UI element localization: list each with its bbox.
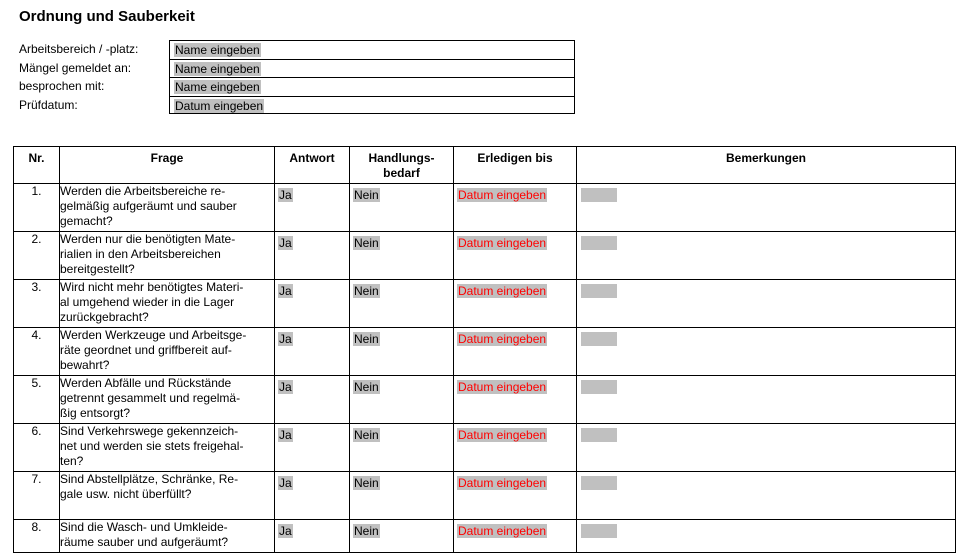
- question-cell: [60, 520, 275, 553]
- row-number: 6.: [14, 424, 60, 472]
- remarks-cell: [577, 184, 956, 232]
- action-needed-cell: [350, 328, 454, 376]
- row-number: 8.: [14, 520, 60, 553]
- header-nr: Nr.: [14, 147, 60, 184]
- question-line: getrennt gesammelt und regelmä-: [60, 391, 241, 405]
- action-needed-dropdown[interactable]: Nein: [354, 332, 379, 346]
- question-cell: [60, 280, 275, 328]
- answer-cell: [275, 280, 350, 328]
- question-line: al umgehend wieder in die Lager: [60, 295, 235, 309]
- answer-dropdown[interactable]: Ja: [279, 284, 292, 298]
- answer-dropdown[interactable]: Ja: [279, 188, 292, 202]
- question-line: räume sauber und aufgeräumt?: [60, 535, 229, 549]
- remarks-cell: [577, 280, 956, 328]
- answer-dropdown[interactable]: Ja: [279, 524, 292, 538]
- info-label: Mängel gemeldet an:: [19, 60, 132, 75]
- question-line: Sind Verkehrswege gekennzeich-: [60, 424, 239, 438]
- remarks-cell: [577, 328, 956, 376]
- action-needed-cell: [350, 280, 454, 328]
- question-line: net und werden sie stets freigehal-: [60, 439, 244, 453]
- due-date-cell: [454, 520, 577, 553]
- due-date-field[interactable]: Datum eingeben: [458, 332, 547, 346]
- table-row: [14, 328, 956, 376]
- due-date-field[interactable]: Datum eingeben: [458, 236, 547, 250]
- due-date-cell: [454, 184, 577, 232]
- header-frage: Frage: [60, 147, 275, 184]
- header-bemerkungen: Bemerkungen: [577, 147, 956, 184]
- remarks-cell: [577, 232, 956, 280]
- question-cell: [60, 232, 275, 280]
- table-row: [14, 472, 956, 520]
- question-line: Sind Abstellplätze, Schränke, Re-: [60, 472, 239, 486]
- table-row: [14, 520, 956, 553]
- pruefdatum-field[interactable]: Datum eingeben: [175, 98, 264, 113]
- row-number: 5.: [14, 376, 60, 424]
- due-date-cell: [454, 376, 577, 424]
- question-line: Werden die Arbeitsbereiche re-: [60, 184, 226, 198]
- info-field-box[interactable]: [169, 77, 575, 96]
- question-cell: [60, 184, 275, 232]
- remarks-field[interactable]: [581, 332, 617, 346]
- due-date-cell: [454, 232, 577, 280]
- checklist-table: [13, 146, 956, 553]
- remarks-cell: [577, 520, 956, 553]
- remarks-field[interactable]: [581, 428, 617, 442]
- question-line: bewahrt?: [60, 358, 110, 372]
- due-date-field[interactable]: Datum eingeben: [458, 284, 547, 298]
- page-title: Ordnung und Sauberkeit: [19, 8, 195, 25]
- question-cell: [60, 328, 275, 376]
- info-label: besprochen mit:: [19, 79, 105, 93]
- action-needed-dropdown[interactable]: Nein: [354, 380, 379, 394]
- table-row: [14, 280, 956, 328]
- answer-dropdown[interactable]: Ja: [279, 476, 292, 490]
- header-handlungsbedarf-line1: Handlungs-: [368, 151, 435, 165]
- question-line: Werden Werkzeuge und Arbeitsge-: [60, 328, 247, 342]
- table-row: [14, 184, 956, 232]
- action-needed-dropdown[interactable]: Nein: [354, 188, 379, 202]
- info-field-box[interactable]: [169, 59, 575, 78]
- action-needed-cell: [350, 424, 454, 472]
- question-line: Werden Abfälle und Rückstände: [60, 376, 232, 390]
- answer-cell: [275, 328, 350, 376]
- header-handlungsbedarf-line2: bedarf: [383, 166, 420, 180]
- arbeitsbereich-field[interactable]: Name eingeben: [175, 43, 260, 57]
- question-line: Wird nicht mehr benötigtes Materi-: [60, 280, 244, 294]
- action-needed-cell: [350, 472, 454, 520]
- question-cell: [60, 424, 275, 472]
- question-line: Sind die Wasch- und Umkleide-: [60, 520, 228, 534]
- due-date-cell: [454, 328, 577, 376]
- question-line: zurückgebracht?: [60, 310, 149, 324]
- action-needed-dropdown[interactable]: Nein: [354, 428, 379, 442]
- row-number: 4.: [14, 328, 60, 376]
- question-cell: [60, 472, 275, 520]
- action-needed-dropdown[interactable]: Nein: [354, 284, 379, 298]
- row-number: 3.: [14, 280, 60, 328]
- question-line: bereitgestellt?: [60, 262, 135, 276]
- answer-cell: [275, 376, 350, 424]
- remarks-cell: [577, 424, 956, 472]
- remarks-field[interactable]: [581, 236, 617, 250]
- remarks-field[interactable]: [581, 188, 617, 202]
- row-number: 2.: [14, 232, 60, 280]
- remarks-cell: [577, 472, 956, 520]
- due-date-field[interactable]: Datum eingeben: [458, 428, 547, 442]
- due-date-cell: [454, 280, 577, 328]
- due-date-cell: [454, 424, 577, 472]
- action-needed-cell: [350, 184, 454, 232]
- answer-cell: [275, 472, 350, 520]
- info-field-box[interactable]: [169, 96, 575, 115]
- remarks-field[interactable]: [581, 476, 617, 490]
- answer-cell: [275, 184, 350, 232]
- action-needed-dropdown[interactable]: Nein: [354, 236, 379, 250]
- table-header-row: [14, 147, 956, 184]
- question-line: gale usw. nicht überfüllt?: [60, 487, 192, 501]
- remarks-cell: [577, 376, 956, 424]
- answer-dropdown[interactable]: Ja: [279, 380, 292, 394]
- answer-cell: [275, 424, 350, 472]
- due-date-field[interactable]: Datum eingeben: [458, 476, 547, 490]
- info-label: Prüfdatum:: [19, 97, 78, 112]
- maengel-gemeldet-field[interactable]: Name eingeben: [175, 61, 260, 76]
- header-handlungsbedarf: [350, 147, 454, 184]
- action-needed-cell: [350, 520, 454, 553]
- due-date-field[interactable]: Datum eingeben: [458, 524, 547, 538]
- due-date-cell: [454, 472, 577, 520]
- question-line: Werden nur die benötigten Mate-: [60, 232, 236, 246]
- question-cell: [60, 376, 275, 424]
- answer-dropdown[interactable]: Ja: [279, 332, 292, 346]
- action-needed-cell: [350, 376, 454, 424]
- question-line: rialien in den Arbeitsbereichen: [60, 247, 221, 261]
- question-line: ßig entsorgt?: [60, 406, 131, 420]
- row-number: 1.: [14, 184, 60, 232]
- row-number: 7.: [14, 472, 60, 520]
- question-line: räte geordnet und griffbereit auf-: [60, 343, 232, 357]
- remarks-field[interactable]: [581, 524, 617, 538]
- due-date-field[interactable]: Datum eingeben: [458, 188, 547, 202]
- remarks-field[interactable]: [581, 284, 617, 298]
- answer-cell: [275, 520, 350, 553]
- action-needed-dropdown[interactable]: Nein: [354, 476, 379, 490]
- question-line: ten?: [60, 454, 84, 468]
- table-row: [14, 376, 956, 424]
- question-line: gemacht?: [60, 214, 113, 228]
- besprochen-mit-field[interactable]: Name eingeben: [175, 80, 260, 94]
- header-antwort: Antwort: [275, 147, 350, 184]
- answer-dropdown[interactable]: Ja: [279, 428, 292, 442]
- remarks-field[interactable]: [581, 380, 617, 394]
- action-needed-dropdown[interactable]: Nein: [354, 524, 379, 538]
- info-field-box[interactable]: [169, 40, 575, 59]
- answer-cell: [275, 232, 350, 280]
- due-date-field[interactable]: Datum eingeben: [458, 380, 547, 394]
- info-label: Arbeitsbereich / -platz:: [19, 42, 139, 56]
- header-erledigen-bis: Erledigen bis: [454, 147, 577, 184]
- action-needed-cell: [350, 232, 454, 280]
- table-row: [14, 232, 956, 280]
- question-line: gelmäßig aufgeräumt und sauber: [60, 199, 237, 213]
- answer-dropdown[interactable]: Ja: [279, 236, 292, 250]
- table-row: [14, 424, 956, 472]
